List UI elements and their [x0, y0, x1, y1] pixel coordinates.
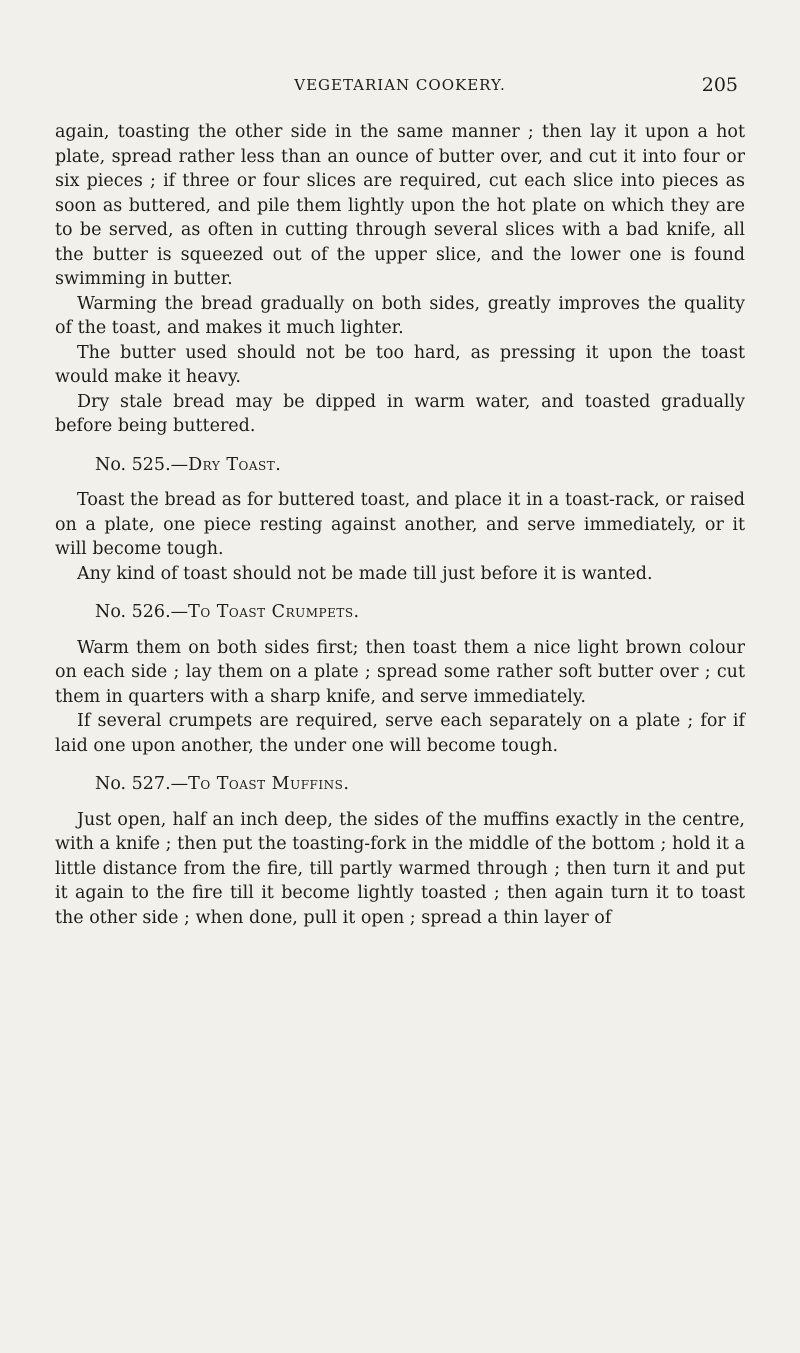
page-number: 205 [701, 74, 738, 96]
running-title: VEGETARIAN COOKERY. [294, 76, 506, 94]
paragraph: If several crumpets are required, serve each separately on a plate ; for if laid one upon another, the under one will become tough. [55, 711, 745, 756]
paragraph: Dry stale bread may be dipped in warm water, and toasted gradually before being buttered. [55, 391, 745, 436]
recipe-number: No. 526. [95, 602, 171, 622]
recipe-number: No. 527. [95, 774, 171, 794]
paragraph: again, toasting the other side in the same manner ; then lay it upon a hot plate, spread rather less than an ounce of butter over, and cut it into four or six pieces ; if three or four slices are required, cut each slice into pieces as soon as buttered, and pile them lightly upon the hot plate on which they are to be served, as often in cutting through several slices with a bad knife, all the butter is squeezed out of the upper slice, and the lower one is found swimming in butter. [55, 122, 745, 289]
recipe-heading-525: No. 525.—Dry Toast. [95, 454, 282, 475]
recipe-number: No. 525. [95, 454, 171, 475]
recipe-heading-527: No. 527.—To Toast Muffins. [95, 774, 350, 794]
recipe-title: To Toast Muffins. [188, 774, 350, 794]
body-text [55, 120, 745, 930]
paragraph: Warming the bread gradually on both sides, greatly improves the quality of the toast, and makes it much lighter. [55, 293, 745, 338]
paragraph: Just open, half an inch deep, the sides of the muffins exactly in the centre, with a knife ; then put the toasting-fork in the middle of the bottom ; hold it a little distance from the fire, till partly warmed through ; then turn it and put it again to the fire till it become lightly toasted ; then again turn it to toast the other side ; when done, pull it open ; spread a thin layer of [55, 809, 745, 928]
recipe-heading-526: No. 526.—To Toast Crumpets. [95, 602, 360, 622]
paragraph: Warm them on both sides first; then toast them a nice light brown colour on each side ; lay them on a plate ; spread some rather soft butter over ; cut them in quarters with a sharp knife, and serve immediately. [55, 637, 745, 707]
recipe-title: To Toast Crumpets. [188, 602, 360, 622]
paragraph: Toast the bread as for buttered toast, and place it in a toast-rack, or raised on a plate, one piece resting against another, and serve immediately, or it will become tough. [55, 490, 745, 559]
paragraph: The butter used should not be too hard, as pressing it upon the toast would make it heavy. [55, 342, 745, 387]
paragraph: Any kind of toast should not be made till just before it is wanted. [77, 563, 653, 584]
recipe-title: Dry Toast. [188, 454, 282, 475]
